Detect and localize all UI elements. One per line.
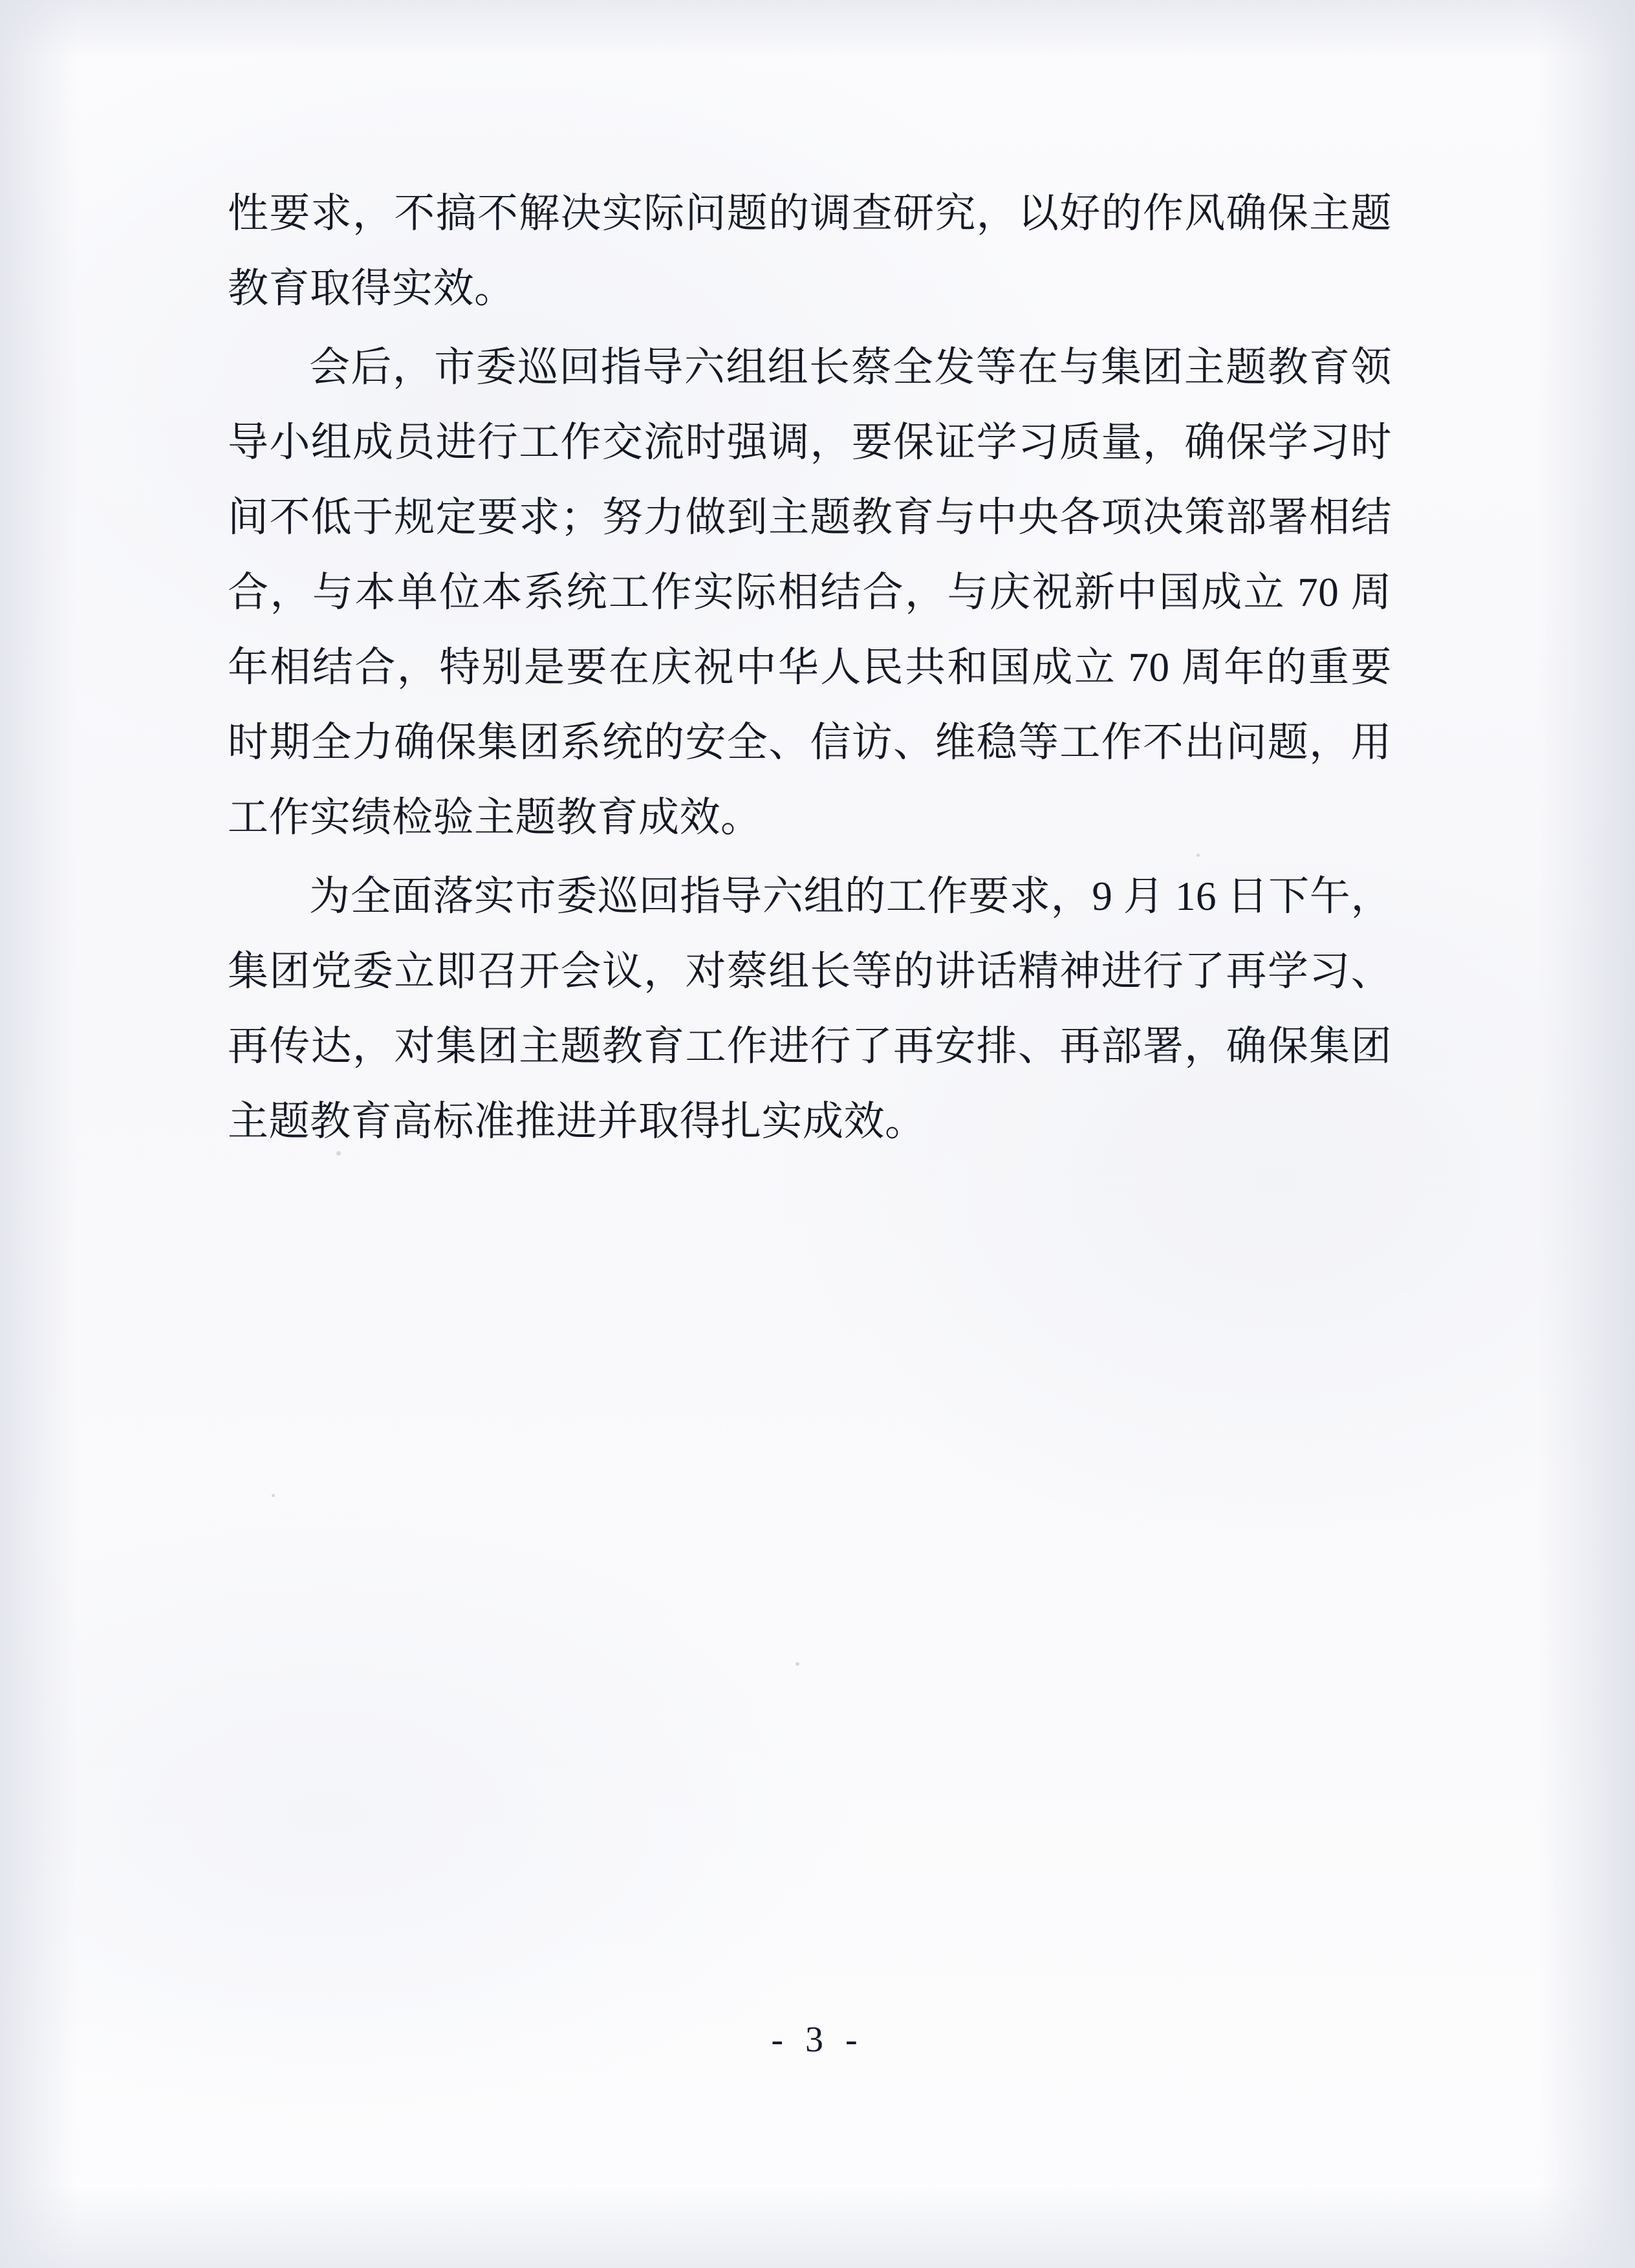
paragraph-1: 性要求，不搞不解决实际问题的调查研究，以好的作风确保主题教育取得实效。 <box>228 191 1392 311</box>
paragraph-3: 为全面落实市委巡回指导六组的工作要求，9 月 16 日下午，集团党委立即召开会议，对蔡组长等的讲话精神进行了再学习、再传达，对集团主题教育工作进行了再安排、再部署，确保集团主题教育高标准推进并取得扎实成效。 <box>228 874 1392 1144</box>
paper-speck <box>796 1662 799 1666</box>
paper-speck <box>272 1494 275 1497</box>
paper-edge-shading-left <box>0 0 78 2268</box>
paragraph-2: 会后，市委巡回指导六组组长蔡全发等在与集团主题教育领导小组成员进行工作交流时强调，要保证学习质量，确保学习时间不低于规定要求；努力做到主题教育与中央各项决策部署相结合，与本单位本系统工作实际相结合，与庆祝新中国成立 70 周年相结合，特别是要在庆祝中华人民共和国成立 70 周年的重要时期全力确保集团系统的安全、信访、维稳等工作不出问题，用工作实绩检验主题教育成效。 <box>228 345 1392 840</box>
paper-edge-shading-bottom <box>0 2184 1635 2268</box>
page-number: - 3 - <box>771 2020 864 2060</box>
paper-edge-shading-top <box>0 0 1635 58</box>
document-body <box>228 176 1392 1163</box>
paper-edge-shading-right <box>1538 0 1635 2268</box>
